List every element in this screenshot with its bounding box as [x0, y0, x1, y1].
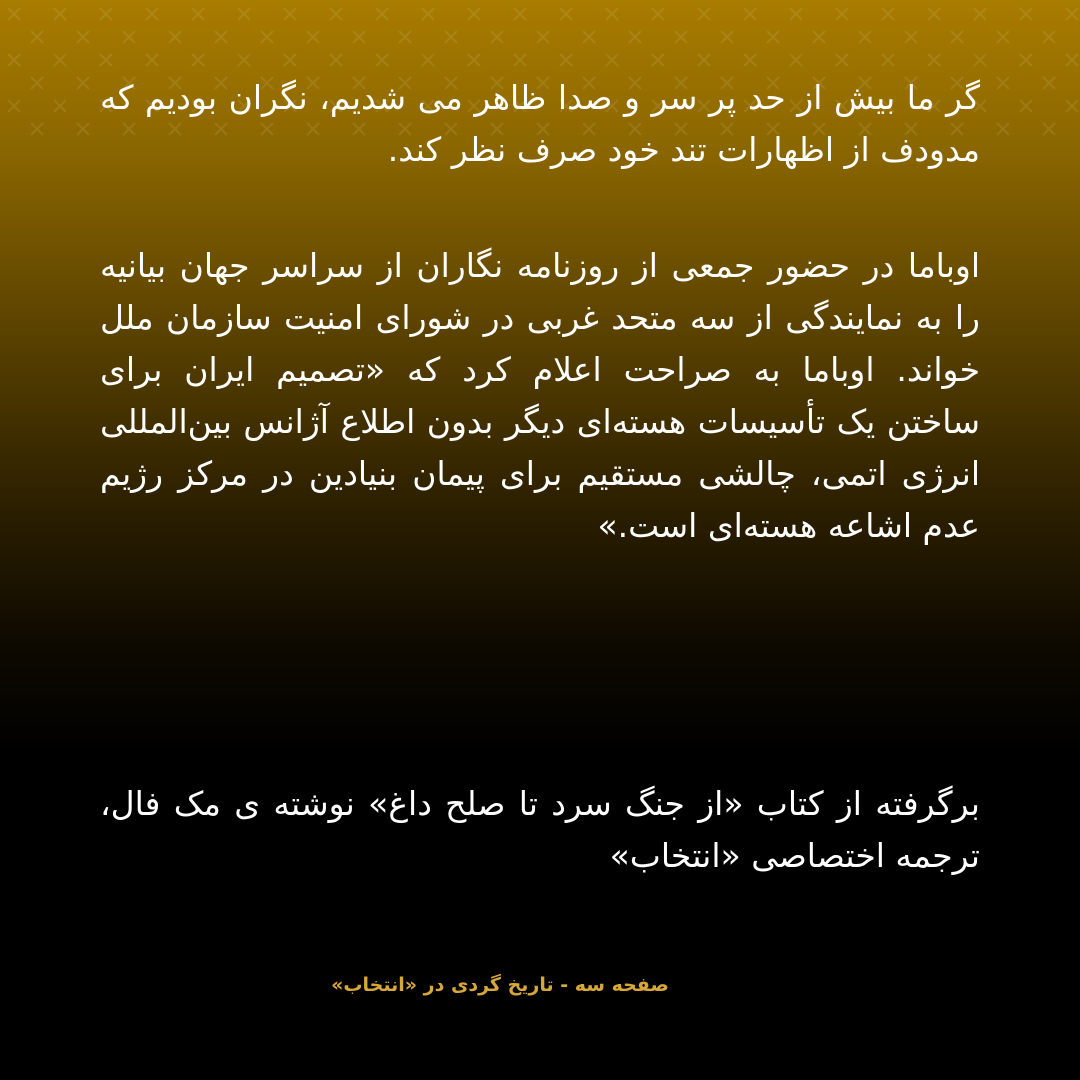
paragraph-first: گر ما بیش از حد پر سر و صدا ظاهر می شدیم، نگران بودیم که مدودف از اظهارات تند خود صرف نظر کند.	[100, 78, 980, 169]
paragraph-second: اوباما در حضور جمعی از روزنامه نگاران از سراسر جهان بیانیه را به نمایندگی از سه متحد غربی در شورای امنیت سازمان ملل خواند. اوباما به صراحت اعلام کرد که «تصمیم ایران برای ساختن یک تأسیسات هسته‌ای دیگر بدون اطلاع آژانس بین‌المللی انرژی اتمی، چالشی مستقیم برای پیمان بنیادین در مرکز رژیم عدم اشاعه هسته‌ای است.»	[100, 246, 980, 545]
page-caption: صفحه سه - تاریخ گردی در «انتخاب»	[331, 974, 669, 996]
source-credit: برگرفته از کتاب «از جنگ سرد تا صلح داغ» نوشته ی مک فال، ترجمه اختصاصی «انتخاب»	[100, 784, 980, 875]
